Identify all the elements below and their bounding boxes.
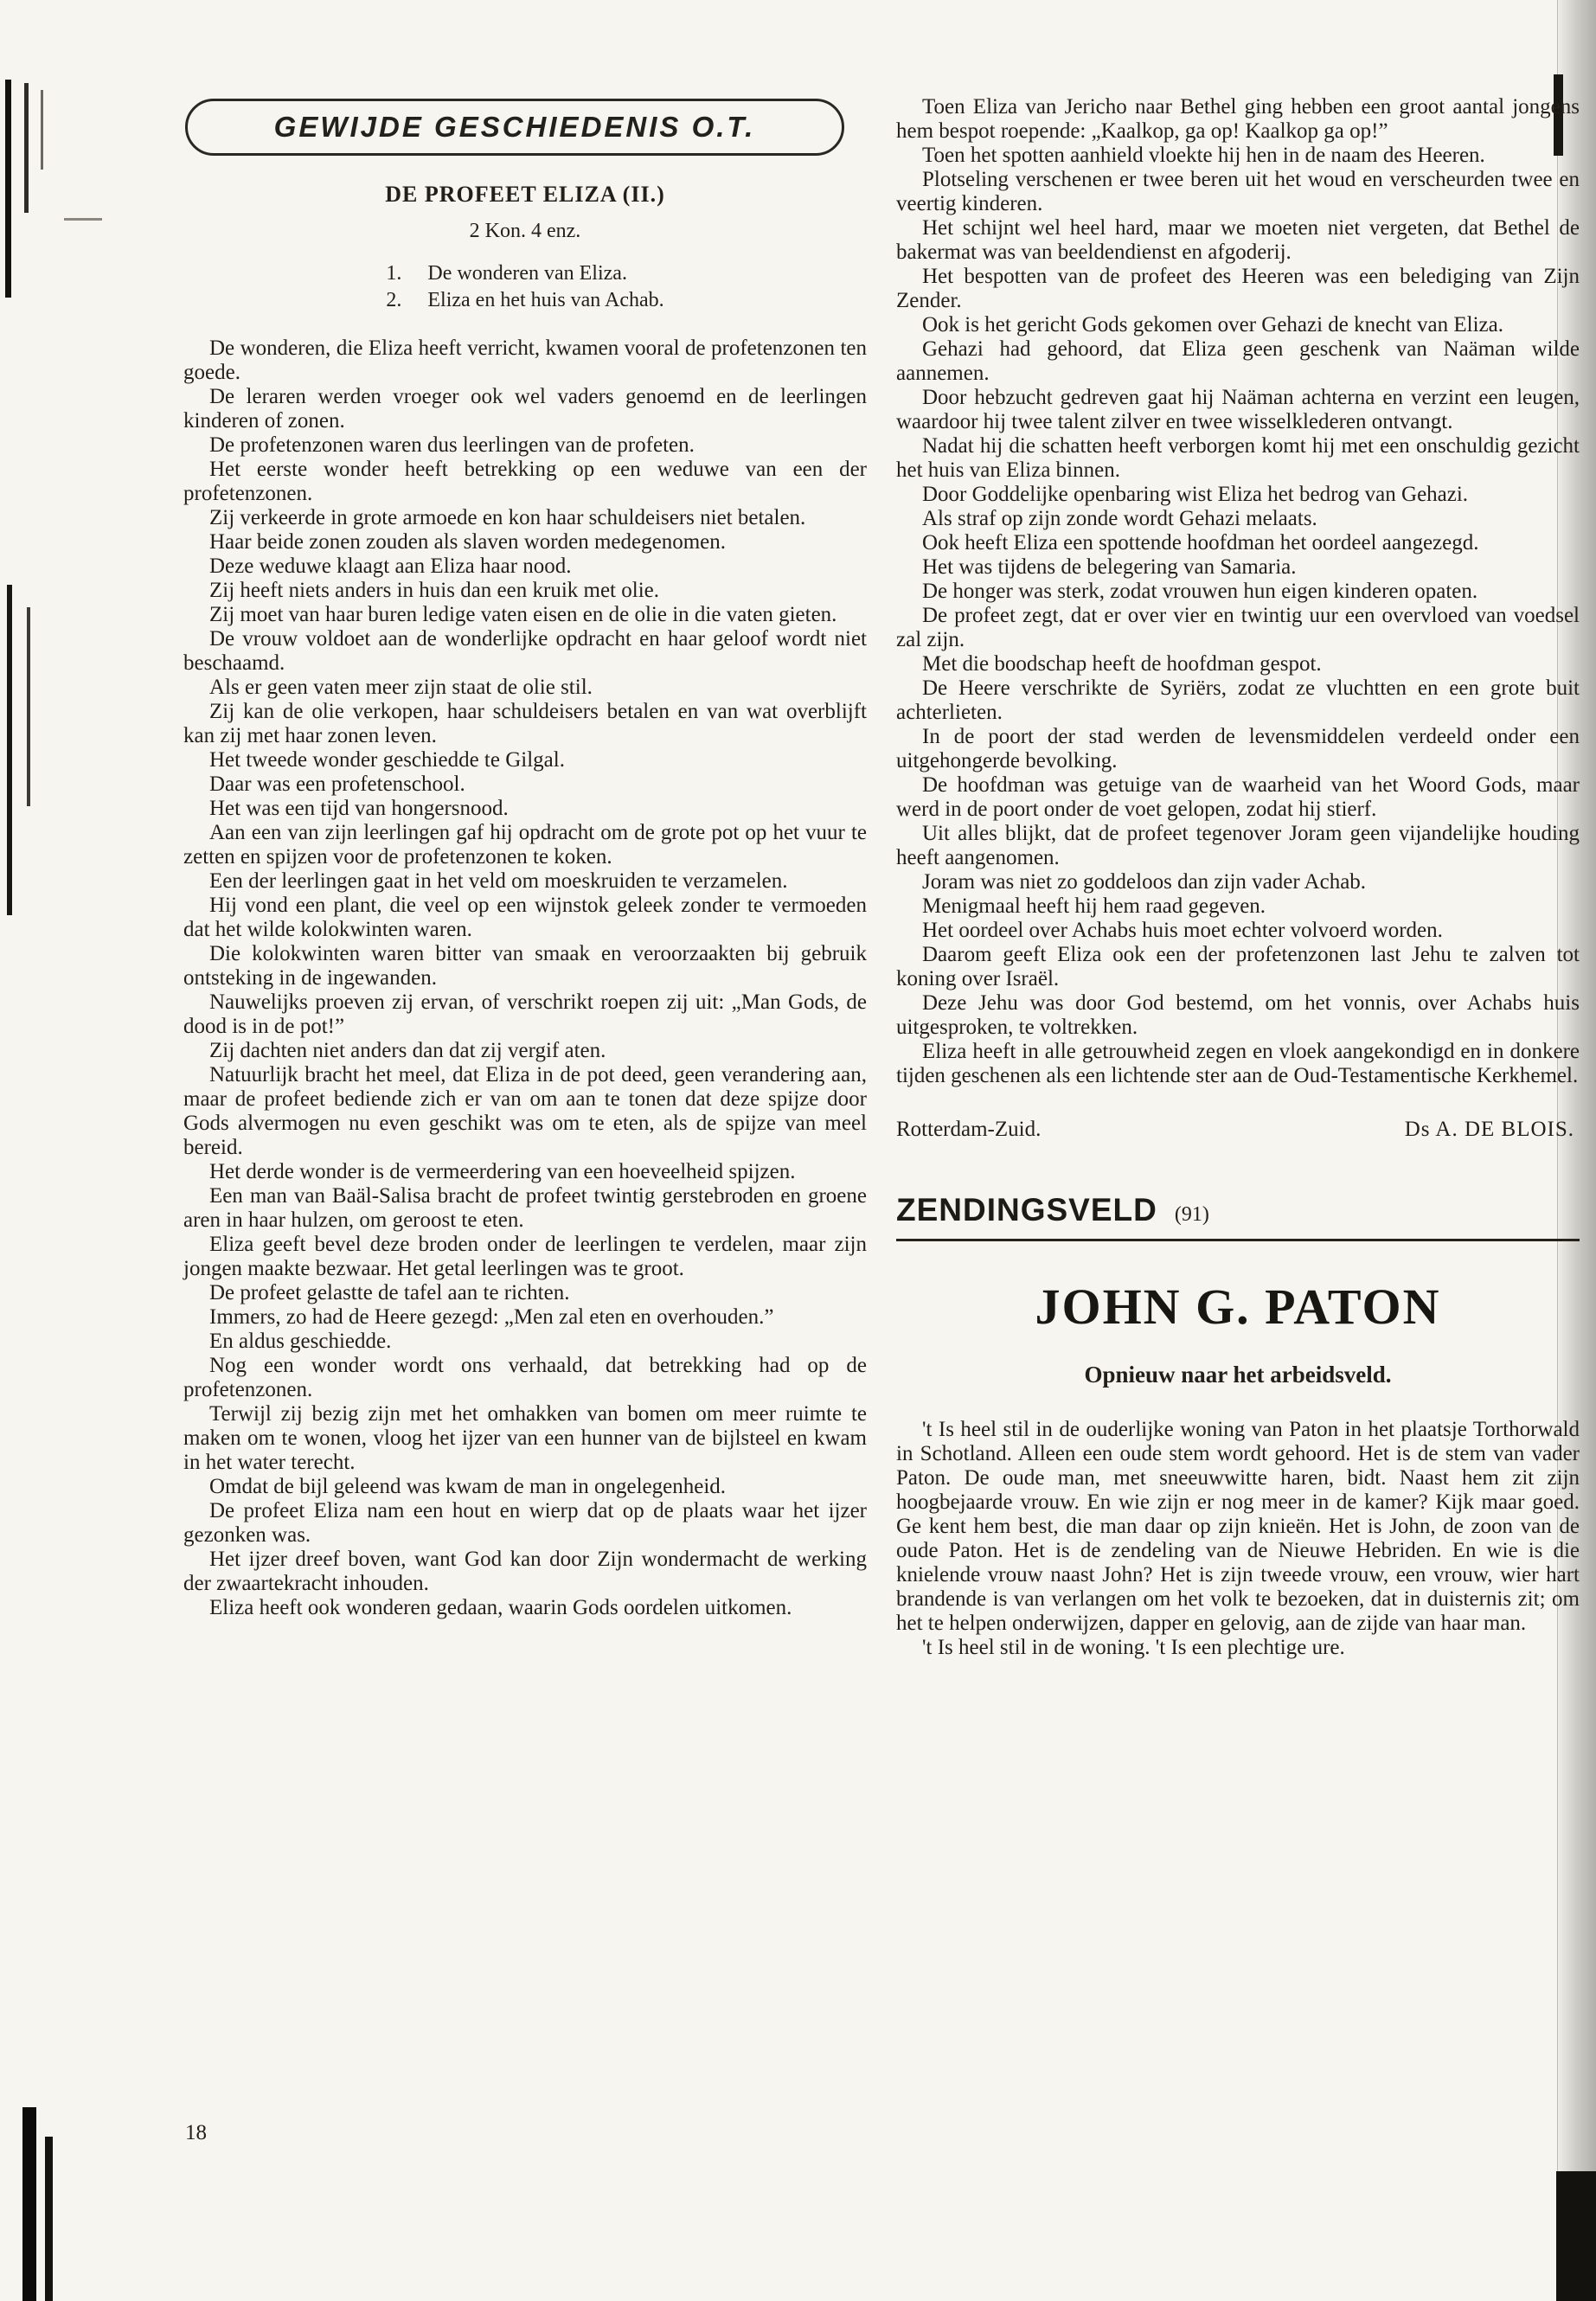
paragraph: Hij vond een plant, die veel op een wijnstok geleek zonder te vermoeden dat het wilde kolokwinten waren. xyxy=(183,894,867,941)
left-column xyxy=(183,95,867,1660)
paragraph: Gehazi had gehoord, dat Eliza geen geschenk van Naäman wilde aannemen. xyxy=(896,337,1580,385)
paragraph: Plotseling verschenen er twee beren uit het woud en verscheurden twee en veertig kinderen. xyxy=(896,168,1580,215)
scan-artifact xyxy=(64,218,102,221)
signoff-author: Ds A. DE BLOIS. xyxy=(1404,1118,1574,1141)
paragraph: Nauwelijks proeven zij ervan, of verschrikt roepen zij uit: „Man Gods, de dood is in de pot!” xyxy=(183,990,867,1038)
scan-artifact xyxy=(22,2107,36,2301)
section-heading-label: ZENDINGSVELD xyxy=(896,1192,1157,1227)
paragraph: Deze Jehu was door God bestemd, om het vonnis, over Achabs huis uitgesproken, te voltrekken. xyxy=(896,991,1580,1039)
paragraph: Immers, zo had de Heere gezegd: „Men zal eten en overhouden.” xyxy=(209,1305,774,1329)
paragraph: De Heere verschrikte de Syriërs, zodat ze vluchtten en een grote buit achterlieten. xyxy=(896,676,1580,724)
paragraph: Als er geen vaten meer zijn staat de olie stil. xyxy=(209,676,593,699)
article-body-right xyxy=(896,95,1580,1088)
paragraph: De vrouw voldoet aan de wonderlijke opdracht en haar geloof wordt niet beschaamd. xyxy=(183,627,867,675)
paragraph: 't Is heel stil in de woning. 't Is een plechtige ure. xyxy=(922,1636,1345,1659)
paragraph: Daarom geeft Eliza ook een der profetenzonen last Jehu te zalven tot koning over Israël. xyxy=(896,943,1580,990)
paragraph: Toen Eliza van Jericho naar Bethel ging hebben een groot aantal jongens hem bespot roepende: „Kaalkop, ga op! Kaalkop ga op!” xyxy=(896,95,1580,143)
article-scripture-reference: 2 Kon. 4 enz. xyxy=(469,220,581,242)
paragraph: Zij moet van haar buren ledige vaten eisen en de olie in die vaten gieten. xyxy=(209,603,837,626)
paragraph: Eliza geeft bevel deze broden onder de leerlingen te verdelen, maar zijn jongen maakte bezwaar. Het getal leerlingen was te groot. xyxy=(183,1233,867,1280)
paragraph: Het schijnt wel heel hard, maar we moeten niet vergeten, dat Bethel de bakermat was van beeldendienst en afgoderij. xyxy=(896,216,1580,264)
article-title: DE PROFEET ELIZA (II.) xyxy=(385,182,665,207)
section-banner-label: GEWIJDE GESCHIEDENIS O.T. xyxy=(273,111,756,143)
article2-body xyxy=(896,1418,1580,1660)
topic-number: 1. xyxy=(386,262,402,285)
topic-text: De wonderen van Eliza. xyxy=(427,262,627,285)
paragraph: Omdat de bijl geleend was kwam de man in ongelegenheid. xyxy=(209,1475,727,1498)
paragraph: Het oordeel over Achabs huis moet echter volvoerd worden. xyxy=(922,919,1443,942)
paragraph: Toen het spotten aanhield vloekte hij hen in de naam des Heeren. xyxy=(922,144,1485,167)
paragraph: Die kolokwinten waren bitter van smaak en veroorzaakten bij gebruik ontsteking in de ingewanden. xyxy=(183,942,867,990)
scan-artifact xyxy=(27,607,30,806)
topic-item xyxy=(386,260,663,287)
section-heading-number: (91) xyxy=(1174,1203,1209,1226)
scan-artifact xyxy=(45,2137,53,2301)
paragraph: 't Is heel stil in de ouderlijke woning van Paton in het plaatsje Torthorwald in Schotland. Alleen een oude stem wordt gehoord. Het is de stem van vader Paton. De oude man, met sneeuwwitte haren, bidt. Naast hem zit zijn hoogbejaarde vrouw. En wie zijn er nog meer in de kamer? Kijk maar goed. Ge kent hem best, die man daar op zijn knieën. Het is John, de zoon van de oude Paton. Het is de zendeling van de Nieuwe Hebriden. En wie is die knielende vrouw naast John? Het is zijn tweede vrouw, een vrouw, wier hart brandende is van verlangen om het volk te bezoeken, dat in duisternis zit; om het te helpen onderwijzen, dapper en gelovig, aan de zijde van haar man. xyxy=(896,1418,1580,1635)
topic-number: 2. xyxy=(386,289,402,311)
paragraph: Joram was niet zo goddeloos dan zijn vader Achab. xyxy=(922,870,1367,894)
paragraph: Ook heeft Eliza een spottende hoofdman het oordeel aangezegd. xyxy=(922,531,1479,554)
paragraph: De profeet zegt, dat er over vier en twintig uur een overvloed van voedsel zal zijn. xyxy=(896,604,1580,651)
paragraph: En aldus geschiedde. xyxy=(209,1330,392,1353)
paragraph: Daar was een profetenschool. xyxy=(209,772,465,796)
topic-list xyxy=(386,260,663,314)
paragraph: Natuurlijk bracht het meel, dat Eliza in de pot deed, geen verandering aan, maar de profeet bediende zich er van om aan te tonen dat deze spijze door Gods alvermogen nu even geschikt was om te eten, als de spijze van meel bereid. xyxy=(183,1063,867,1159)
paragraph: Haar beide zonen zouden als slaven worden medegenomen. xyxy=(209,530,726,554)
paragraph: Het was een tijd van hongersnood. xyxy=(209,797,509,820)
paragraph: Het tweede wonder geschiedde te Gilgal. xyxy=(209,748,565,772)
paragraph: De hoofdman was getuige van de waarheid van het Woord Gods, maar werd in de poort onder de voet gelopen, zodat hij stierf. xyxy=(896,773,1580,821)
paragraph: De profetenzonen waren dus leerlingen van de profeten. xyxy=(209,433,695,457)
paragraph: Eliza heeft ook wonderen gedaan, waarin Gods oordelen uitkomen. xyxy=(209,1596,792,1619)
article-signoff xyxy=(896,1118,1574,1142)
scan-artifact xyxy=(7,585,12,915)
paragraph: Het bespotten van de profeet des Heeren was een belediging van Zijn Zender. xyxy=(896,265,1580,312)
scan-artifact xyxy=(41,90,43,170)
paragraph: Aan een van zijn leerlingen gaf hij opdracht om de grote pot op het vuur te zetten en spijzen voor de profetenzonen te koken. xyxy=(183,821,867,868)
scan-artifact xyxy=(5,80,11,298)
paragraph: Het was tijdens de belegering van Samaria. xyxy=(922,555,1297,579)
paragraph: Zij heeft niets anders in huis dan een kruik met olie. xyxy=(209,579,659,602)
paragraph: Zij verkeerde in grote armoede en kon haar schuldeisers niet betalen. xyxy=(209,506,806,529)
page-number: 18 xyxy=(185,2121,207,2144)
paragraph: De leraren werden vroeger ook wel vaders genoemd en de leerlingen kinderen of zonen. xyxy=(183,385,867,433)
section-banner xyxy=(185,99,844,156)
paragraph: Deze weduwe klaagt aan Eliza haar nood. xyxy=(209,554,572,578)
paragraph: Een man van Baäl-Salisa bracht de profeet twintig gerstebroden en groene aren in haar hulzen, om geroost te eten. xyxy=(183,1184,867,1232)
scan-artifact xyxy=(24,83,29,213)
paragraph: Het eerste wonder heeft betrekking op een weduwe van een der profetenzonen. xyxy=(183,458,867,505)
topic-item xyxy=(386,287,663,314)
paragraph: Een der leerlingen gaat in het veld om moeskruiden te verzamelen. xyxy=(209,869,788,893)
section-heading xyxy=(896,1192,1580,1241)
article2-title: JOHN G. PATON xyxy=(1035,1279,1441,1335)
article-body-left xyxy=(183,336,867,1620)
paragraph: Zij dachten niet anders dan dat zij vergif aten. xyxy=(209,1039,606,1062)
paragraph: Uit alles blijkt, dat de profeet tegenover Joram geen vijandelijke houding heeft aangenomen. xyxy=(896,822,1580,869)
page-content xyxy=(183,95,1580,1660)
paragraph: Door Goddelijke openbaring wist Eliza het bedrog van Gehazi. xyxy=(922,483,1469,506)
paragraph: Eliza heeft in alle getrouwheid zegen en vloek aangekondigd en in donkere tijden geschenen als een lichtende ster aan de Oud-Testamentische Kerkhemel. xyxy=(896,1040,1580,1087)
paragraph: De profeet gelastte de tafel aan te richten. xyxy=(209,1281,570,1304)
paragraph: Het ijzer dreef boven, want God kan door Zijn wondermacht de werking der zwaartekracht inhouden. xyxy=(183,1548,867,1595)
signoff-place: Rotterdam-Zuid. xyxy=(896,1118,1042,1141)
paragraph: In de poort der stad werden de levensmiddelen verdeeld onder een uitgehongerde bevolking. xyxy=(896,725,1580,772)
paragraph: Zij kan de olie verkopen, haar schuldeisers betalen en van wat overblijft kan zij met haar zonen leven. xyxy=(183,700,867,747)
paragraph: De profeet Eliza nam een hout en wierp dat op de plaats waar het ijzer gezonken was. xyxy=(183,1499,867,1547)
paragraph: Door hebzucht gedreven gaat hij Naäman achterna en verzint een leugen, waardoor hij twee talent zilver en twee wisselklederen ontvangt. xyxy=(896,386,1580,433)
right-column xyxy=(896,95,1580,1660)
paragraph: Als straf op zijn zonde wordt Gehazi melaats. xyxy=(922,507,1317,530)
paragraph: Nog een wonder wordt ons verhaald, dat betrekking had op de profetenzonen. xyxy=(183,1354,867,1401)
paragraph: Terwijl zij bezig zijn met het omhakken van bomen om meer ruimte te maken om te wonen, vloog het ijzer van een hunner van de bijlsteel en kwam in het water terecht. xyxy=(183,1402,867,1474)
paragraph: Ook is het gericht Gods gekomen over Gehazi de knecht van Eliza. xyxy=(922,313,1503,336)
paragraph: Menigmaal heeft hij hem raad gegeven. xyxy=(922,894,1266,918)
paragraph: Nadat hij die schatten heeft verborgen komt hij met een onschuldig gezicht het huis van Eliza binnen. xyxy=(896,434,1580,482)
scan-artifact xyxy=(1556,2171,1596,2301)
topic-text: Eliza en het huis van Achab. xyxy=(427,289,664,311)
paragraph: De wonderen, die Eliza heeft verricht, kwamen vooral de profetenzonen ten goede. xyxy=(183,336,867,384)
article2-subtitle: Opnieuw naar het arbeidsveld. xyxy=(1084,1362,1392,1388)
paragraph: Het derde wonder is de vermeerdering van een hoeveelheid spijzen. xyxy=(209,1160,796,1183)
paragraph: De honger was sterk, zodat vrouwen hun eigen kinderen opaten. xyxy=(922,580,1478,603)
paragraph: Met die boodschap heeft de hoofdman gespot. xyxy=(922,652,1322,676)
